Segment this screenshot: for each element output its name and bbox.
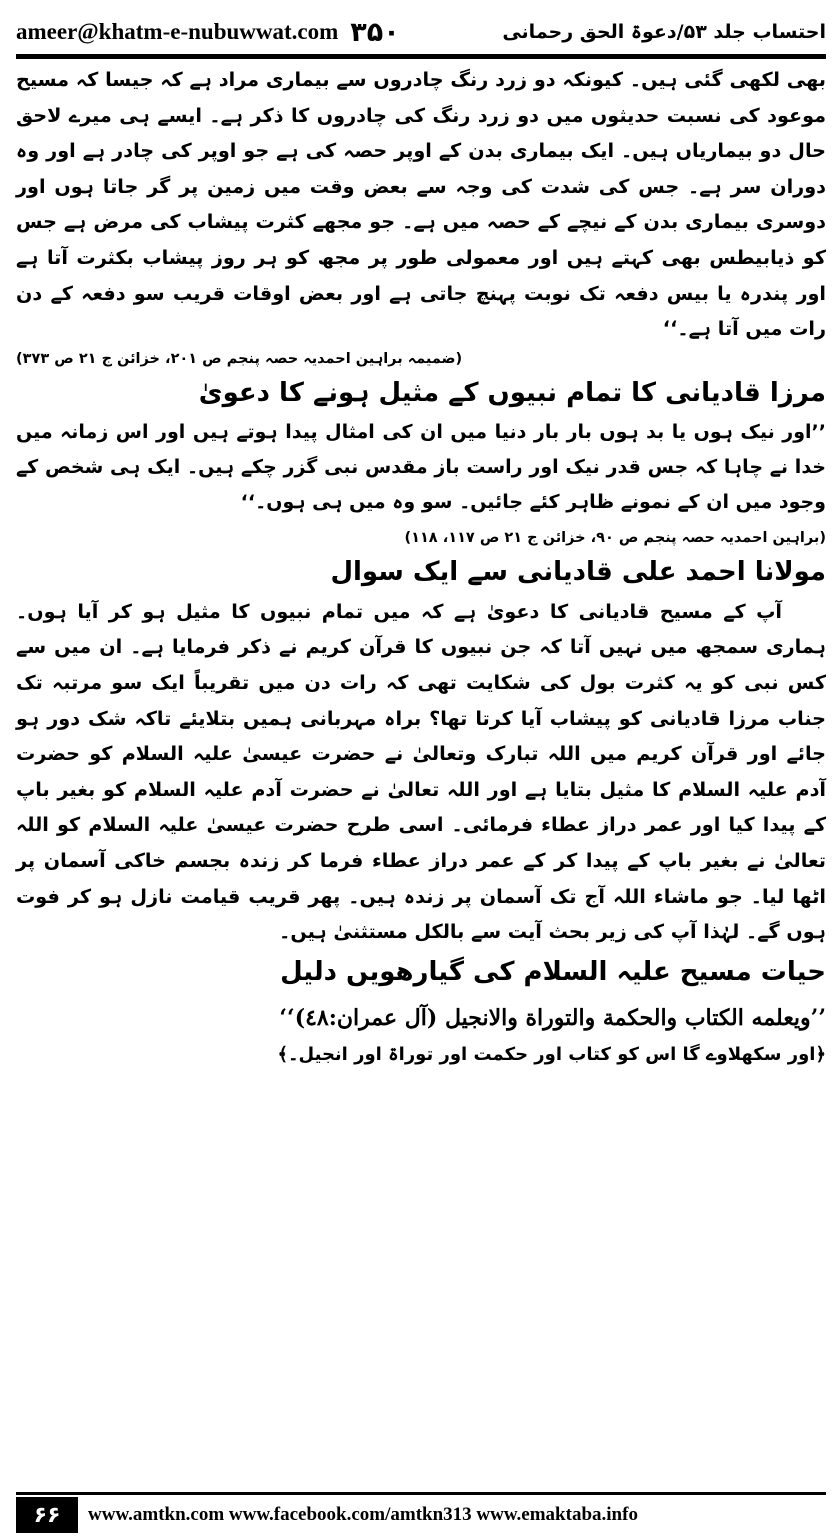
heading-3: حیات مسیح علیہ السلام کی گیارھویں دلیل: [280, 956, 826, 987]
footer-page-number: ۶۶: [16, 1497, 78, 1533]
body-paragraph-1: بھی لکھی گئی ہیں۔ کیونکہ دو زرد رنگ چادروں سے بیماری مراد ہے کہ جیسا کہ مسیح موعود کی نسبت حدیثوں میں دو زرد رنگ کی چادروں کا ذکر ہے۔ ایسے ہی میرے لاحق حال دو بیماریاں ہیں۔ ایک بیماری بدن کے اوپر حصہ کی ہے جو اوپر کی چادر ہے اور وہ دوران سر ہے۔ جس کی شدت کی وجہ سے بعض وقت میں زمین پر گر جاتا ہوں اور دوسری بیماری بدن کے نیچے کے حصہ میں ہے۔ جو مجھے کثرت پیشاب کی مرض ہے جس کو ذیابیطس بھی کہتے ہیں اور معمولی طور پر مجھ کو ہر روز پیشاب بکثرت آتا ہے اور پندرہ یا بیس دفعہ تک نوبت پہنچ جاتی ہے اور بعض اوقات قریب سو دفعہ کے دن رات میں آتا ہے۔‘‘: [16, 68, 826, 341]
arabic-verse: ’’ویعلمه الکتاب والحکمة والتوراة والانجیل (آل عمران:٤٨)‘‘: [279, 1004, 826, 1031]
verse-translation: ﴿اور سکھلاوے گا اس کو کتاب اور حکمت اور توراۃ اور انجیل۔﴾: [277, 1043, 826, 1065]
page-header: [16, 10, 826, 59]
header-title: احتساب جلد ۵۳/دعوۃ الحق رحمانی: [502, 21, 826, 43]
quote-1: ’’اور نیک ہوں یا بد ہوں بار بار دنیا میں ان کی امثال پیدا ہوتے ہیں اور اس زمانہ میں خدا نے چاہا کہ جس قدر نیک اور راست باز مقدس نبی گزر چکے ہیں۔ ایک ہی شخص کے وجود میں ان کے نمونے ظاہر کئے جائیں۔ سو وہ میں ہی ہوں۔‘‘: [16, 420, 826, 513]
header-left: [16, 17, 400, 48]
heading-1: مرزا قادیانی کا تمام نبیوں کے مثیل ہونے کا دعویٰ: [198, 377, 826, 408]
page-footer: [16, 1492, 826, 1535]
reference-1: (ضمیمہ براہین احمدیہ حصہ پنجم ص ۲۰۱، خزائن ج ۲۱ ص ۳۷۳): [16, 350, 463, 367]
footer-links: www.amtkn.com www.facebook.com/amtkn313 www.emaktaba.info: [88, 1504, 638, 1525]
page-body: [16, 62, 826, 1072]
header-email: ameer@khatm-e-nubuwwat.com: [16, 19, 339, 44]
body-paragraph-2: آپ کے مسیح قادیانی کا دعویٰ ہے کہ میں تمام نبیوں کا مثیل ہو کر آیا ہوں۔ ہماری سمجھ میں نہیں آتا کہ جن نبیوں کا قرآن کریم نے ذکر فرمایا ہے۔ ان میں سے کس نبی کو یہ کثرت بول کی شکایت تھی کہ رات دن میں تقریباً ایک سو مرتبہ تک جناب مرزا قادیانی کو پیشاب آیا کرتا تھا؟ براہ مہربانی ہمیں بتلایئے تاکہ شک دور ہو جائے اور قرآن کریم میں اللہ تبارک وتعالیٰ نے حضرت عیسیٰ علیہ السلام کو حضرت آدم علیہ السلام کا مثیل بتایا ہے اور اللہ تعالیٰ نے حضرت آدم علیہ السلام کو بغیر باپ کے پیدا کیا اور عمر دراز عطاء فرمائی۔ اسی طرح حضرت عیسیٰ علیہ السلام کو اللہ تعالیٰ نے بغیر باپ کے پیدا کر کے عمر دراز عطاء فرما کر زندہ بجسم خاکی آسمان پر اٹھا لیا۔ جو ماشاء اللہ آج تک آسمان پر زندہ ہیں۔ پھر قریب قیامت نازل ہو کر فوت ہوں گے۔ لہٰذا آپ کی زیر بحث آیت سے بالکل مستثنیٰ ہیں۔: [16, 599, 826, 944]
heading-2: مولانا احمد علی قادیانی سے ایک سوال: [330, 556, 826, 587]
reference-2: (براہین احمدیہ حصہ پنجم ص ۹۰، خزائن ج ۲۱ ص ۱۱۷، ۱۱۸): [404, 529, 826, 546]
header-page-number: ۳۵۰: [350, 16, 400, 48]
